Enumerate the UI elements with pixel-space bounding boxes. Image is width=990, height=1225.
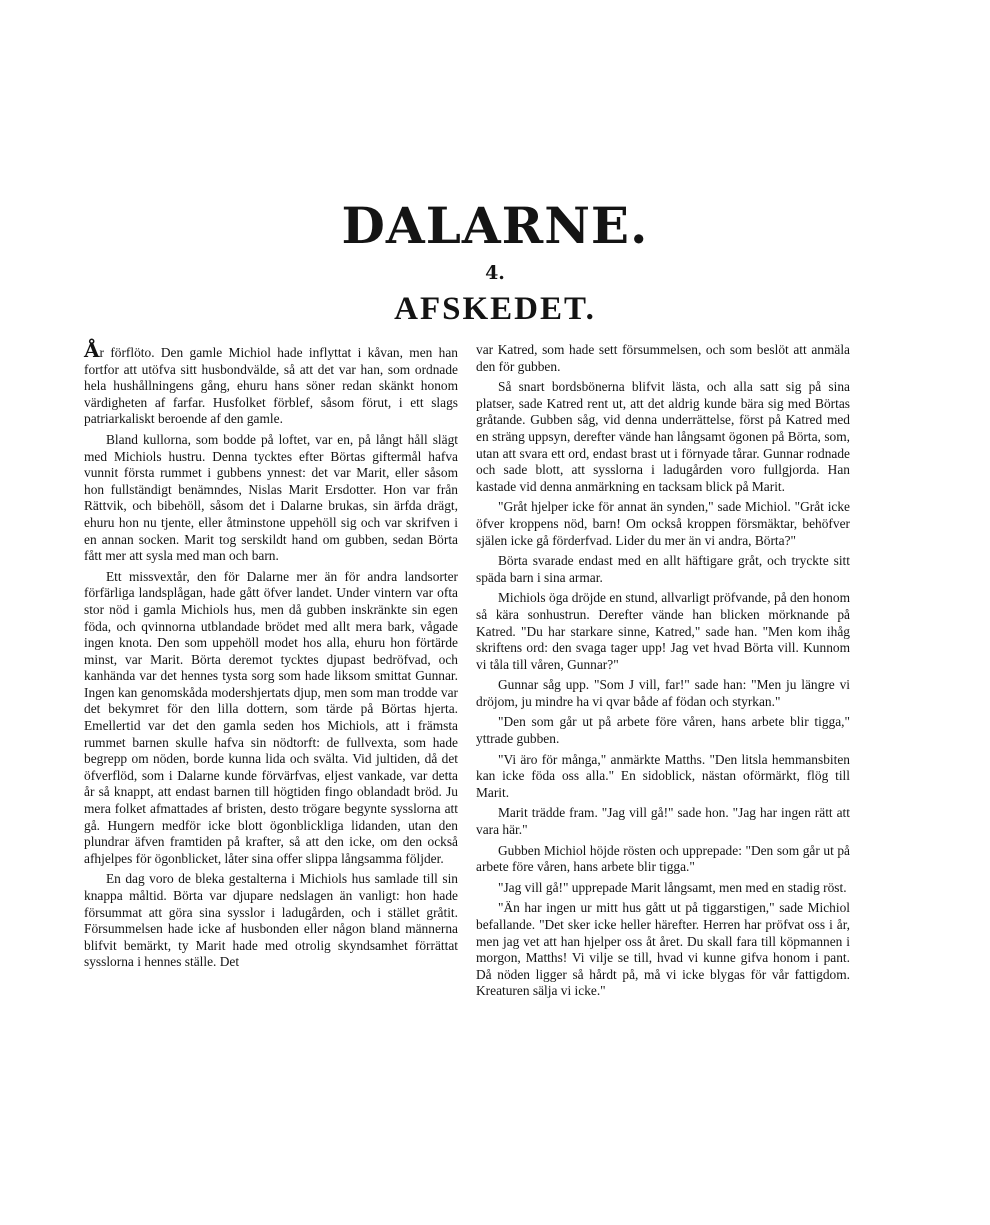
paragraph: "Jag vill gå!" upprepade Marit långsamt, men med en stadig röst. [498, 879, 847, 895]
paragraph: Bland kullorna, som bodde på loftet, var en, på långt håll slägt med Michiols hustru. Denna tycktes efter Börtas giftermål hafva vunnit första rummet i gubbens ynnest: det var Marit, eller såsom hon fullständigt benämndes, Nislas Marit Ersdotter. Hon var från Rättvik, och bibehöll, såsom det i Dalarne brukas, sin ärfda drägt, ehuru hon nu tjente, eller åtminstone uppehöll sig och var skrifven i en annan socken. Marit tog serskildt hand om gubben, sedan Börta fått mer att sysla med man och barn. [84, 431, 458, 564]
paragraph: "Den som går ut på arbete före våren, hans arbete blir tigga," yttrade gubben. [476, 714, 850, 747]
paragraph: Ett missvextår, den för Dalarne mer än för andra landsorter förfärliga landsplågan, hade gått öfver landet. Under vintern var ofta stor nöd i gamla Michiols hus, men då gubben inskränkte sin egen föda, och qvinnorna utblandade brödet med allt mera bark, vågade ingen knota. Den som uppehöll modet hos alla, ehuru hon förtärde minst, var Marit. Börta deremot tycktes djupast bedröfvad, och kanhända var det hennes tysta sorg som hade liksom smittat Gunnar. Ingen kan genomskåda modershjertats djup, men som man trodde var det bekymret för den lilla dottern, som tärde på Börtas hjerta. Emellertid var det den gamla seden hos Michiols, att i främsta rummet barnen skulle hafva sin nödtorft: de fullvexta, som hade begrepp om nöden, borde kunna lida och svälta. Vid jultiden, då det öfverflöd, som i Dalarne kunde förvärfvas, eljest vankade, var detta år så knappt, att endast barnen till högtiden fingo oblandadt bröd. Ju mera folket afmattades af bristen, desto trögare begynte sysslorna att gå. Hungern medför icke blott ögonblickliga lidanden, utan den plundrar äfven framtiden på krafter, så att den icke, om den också afhjelpes för ögonblicket, låter sina offer slippa långsamma följder. [84, 568, 458, 866]
paragraph: Börta svarade endast med en allt häftigare gråt, och tryckte sitt späda barn i sina armar. [476, 553, 850, 585]
paragraph: Gubben Michiol höjde rösten och upprepade: "Den som går ut på arbete före våren, hans arbete blir tigga." [476, 842, 850, 875]
left-text-column [84, 338, 458, 975]
page-title: DALARNE. [341, 196, 649, 255]
drop-initial: Å [84, 338, 100, 362]
paragraph: Så snart bordsbönerna blifvit lästa, och alla satt sig på sina platser, sade Katred rent ut, att det aldrig kunde bära sig med Börtas gråtande. Gubben såg, vid denna underrättelse, först på Katred med en sträng uppsyn, derefter vände han långsamt ögonen på Börta, som, utan att svara ett ord, endast brast ut i förnyade tårar. Gunnar rodnade och sade blott, att sysslorna i ladugården voro fullgjorda. Han kastade vid denna anmärkning en tacksam blick på Marit. [476, 379, 850, 494]
paragraph: Marit trädde fram. "Jag vill gå!" sade hon. "Jag har ingen rätt att vara här." [476, 805, 850, 838]
right-text-column [476, 342, 850, 1004]
paragraph [84, 338, 458, 428]
section-heading: AFSKEDET. [394, 291, 596, 327]
paragraph: "Vi äro för många," anmärkte Matths. "Den litsla hemmansbiten kan icke föda oss alla." En sidoblick, nästan oförmärkt, flög till Marit. [476, 751, 850, 800]
paragraph: Michiols öga dröjde en stund, allvarligt pröfvande, på den honom så kära sonhustrun. Derefter vände han blicken mörknande på Katred. "Du har starkare sinne, Katred," sade han. "Men kom ihåg skriftens ord: den svaga tager upp! Jag vet hvad Börta vill. Kunnom vi tåla till våren, Gunnar?" [476, 590, 850, 672]
paragraph: "Gråt hjelper icke för annat än synden," sade Michiol. "Gråt icke öfver kroppens nöd, barn! Om också kroppen försmäktar, behöfver själen icke gå förderfvad. Lider du mer än vi andra, Börta?" [476, 499, 850, 548]
paragraph: En dag voro de bleka gestalterna i Michiols hus samlade till sin knappa måltid. Börta var djupare nedslagen än vanligt: hon hade försummat att göra sina sysslor i ladugården, och i stället gråtit. Försummelsen hade icke af husbonden eller någon bland männerna blifvit bemärkt, ty Marit hade med otrolig skyndsamhet förrättat sysslorna i hennes ställe. Det [84, 871, 458, 970]
paragraph-text: r förflöto. Den gamle Michiol hade inflyttat i kåvan, men han fortfor att utöfva sitt husbondvälde, så att det var han, som ordnade hela hushållningens gång, ehuru hans söner redan skänkt honom värdigheten af farfar. Husfolket förblef, såsom förut, i ett slags patriarkaliskt beroende af den gamle. [84, 345, 458, 427]
paragraph: Gunnar såg upp. "Som J vill, far!" sade han: "Men ju längre vi dröjom, ju mindre ha vi qvar både af födan och styrkan." [476, 677, 850, 709]
paragraph: var Katred, som hade sett försummelsen, och som beslöt att anmäla den för gubben. [476, 342, 850, 374]
paragraph: "Än har ingen ur mitt hus gått ut på tiggarstigen," sade Michiol befallande. "Det sker icke heller härefter. Herren har pröfvat oss i år, men jag vet att han hjelper oss åt året. Du skall fara till köpmannen i morgon, Matths! Vi vilje se till, hvad vi kunne gifva honom i pant. Då nöden ligger så hårdt på, må vi icke blygas för vår fattigdom. Kreaturen sälja vi icke." [476, 900, 850, 999]
chapter-number: 4. [485, 262, 505, 284]
